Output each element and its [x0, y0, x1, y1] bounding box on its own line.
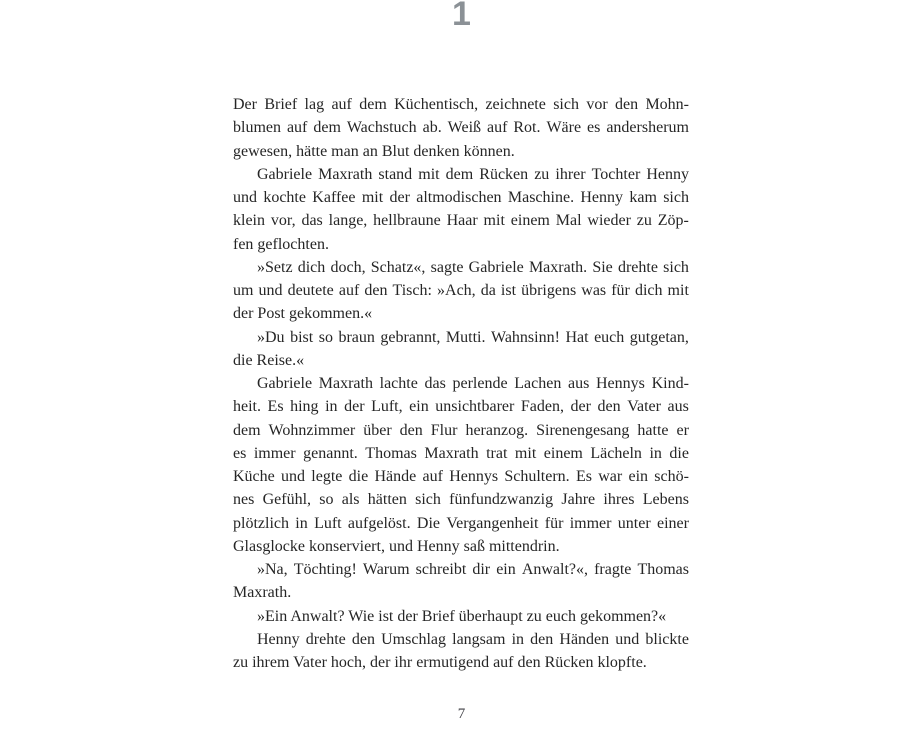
text-word: Tisch:: [392, 282, 432, 299]
text-word: »Ach,: [437, 282, 476, 299]
text-word: Maxrath: [318, 165, 373, 183]
text-word: Es: [267, 398, 284, 416]
text-word: und: [258, 282, 283, 299]
text-word: unsichtbarer: [435, 398, 515, 416]
text-word: er: [676, 421, 689, 439]
text-word: in: [295, 514, 308, 532]
text-word: einem: [510, 212, 550, 230]
text-word: ab.: [422, 119, 442, 137]
text-line: [233, 93, 689, 116]
text-word: auf: [422, 468, 443, 485]
text-word: als: [341, 491, 360, 509]
text-word: dem: [445, 165, 474, 183]
text-word: in: [649, 444, 662, 462]
text-word: zu: [636, 212, 652, 230]
text-word: Lächeln: [590, 444, 642, 462]
text-word: zu: [534, 165, 550, 183]
text-word: hatte: [637, 421, 669, 439]
text-word: dir: [472, 561, 491, 578]
text-word: dem: [359, 96, 387, 113]
text-word: auf: [286, 119, 308, 137]
text-word: für: [544, 514, 564, 532]
text-word: dich: [634, 282, 663, 299]
text-word: mit: [514, 444, 537, 462]
text-word: Wohnzimmer: [268, 421, 356, 439]
text-word: stand: [378, 165, 413, 183]
text-word: Sie: [592, 258, 613, 276]
text-word: ist: [500, 282, 517, 299]
text-word: Der: [233, 96, 257, 113]
text-word: heit.: [233, 398, 261, 416]
text-line: Maxrath.: [233, 584, 292, 602]
text-word: nes: [233, 491, 255, 509]
text-word: Haar: [446, 212, 478, 230]
text-word: Gefühl,: [262, 491, 312, 509]
text-word: ein: [409, 398, 429, 416]
text-word: aus: [667, 398, 689, 416]
text-word: den: [399, 421, 423, 439]
text-word: hellbraune: [373, 212, 441, 230]
text-word: in: [325, 398, 338, 416]
text-word: Vergangenheit: [446, 514, 539, 532]
chapter-number: 1: [452, 0, 471, 33]
text-word: Kaffee: [312, 189, 356, 206]
text-word: Luft: [314, 514, 342, 532]
text-word: schreibt: [415, 561, 467, 578]
text-word: Lachen: [514, 375, 562, 392]
text-word: dich: [297, 258, 326, 276]
text-word: deutete: [287, 282, 334, 299]
text-word: ein: [496, 561, 516, 578]
text-line: [233, 116, 689, 139]
text-word: um: [233, 282, 254, 299]
text-word: mit: [483, 212, 505, 230]
text-word: Zöp-: [657, 212, 689, 230]
text-word: sich: [553, 96, 579, 113]
text-word: der: [344, 398, 365, 416]
text-word: auf: [338, 282, 360, 299]
text-word: wieder: [587, 212, 631, 230]
text-word: aus: [568, 375, 590, 392]
text-word: zeichnete: [485, 96, 546, 113]
text-line: gewesen, hätte man an Blut denken können.: [233, 142, 515, 160]
text-word: Flur: [430, 421, 458, 439]
text-word: »Du: [257, 328, 285, 346]
text-line: [233, 488, 689, 511]
text-line: [233, 279, 689, 302]
text-word: die: [669, 444, 689, 462]
text-line: »Ein Anwalt? Wie ist der Brief überhaupt zu euch gekommen?«: [257, 607, 667, 625]
text-word: Tochter: [591, 165, 641, 183]
text-word: lachte: [379, 375, 418, 392]
text-word: heranzog.: [465, 421, 529, 439]
text-word: lag: [304, 96, 325, 113]
text-word: Luft,: [371, 398, 403, 416]
text-word: Rot.: [513, 119, 541, 137]
text-word: so: [318, 328, 333, 346]
text-word: drehte: [305, 630, 346, 648]
text-word: was: [581, 282, 607, 299]
text-word: kochte: [263, 189, 306, 206]
text-word: Anwalt?«,: [521, 561, 589, 578]
text-line: [233, 256, 689, 279]
text-word: Maxrath: [318, 375, 373, 392]
text-word: bist: [290, 328, 314, 346]
text-word: doch,: [330, 258, 366, 276]
text-word: Rücken: [479, 165, 529, 183]
text-word: so: [319, 491, 334, 509]
text-word: Küchentisch,: [394, 96, 479, 113]
text-word: kam: [629, 189, 657, 206]
text-word: den: [597, 398, 621, 416]
text-word: Vater: [627, 398, 661, 416]
text-word: mit: [361, 189, 384, 206]
text-word: Wäre: [546, 119, 582, 137]
text-word: blickte: [645, 630, 689, 648]
text-word: hing: [290, 398, 319, 416]
text-word: ihrer: [555, 165, 586, 183]
text-word: dem: [233, 421, 261, 439]
text-word: braun: [338, 328, 375, 346]
text-word: »Setz: [257, 258, 293, 276]
text-word: Hände: [374, 468, 417, 485]
text-word: Mal: [555, 212, 582, 230]
text-word: vor: [586, 96, 608, 113]
text-word: Maxrath.: [528, 258, 588, 276]
text-word: Händen: [559, 630, 610, 648]
text-word: andersherum: [606, 119, 689, 137]
text-word: altmodischen: [416, 189, 502, 206]
text-line: fen geflochten.: [233, 235, 329, 253]
text-line: [233, 395, 689, 418]
text-word: über: [363, 421, 392, 439]
text-word: gutgetan,: [629, 328, 689, 346]
text-word: Thomas: [637, 561, 689, 578]
text-word: Hat: [565, 328, 589, 346]
text-word: Maschine.: [507, 189, 575, 206]
text-line: [233, 442, 689, 465]
text-word: immer: [569, 514, 612, 532]
text-word: schö-: [654, 468, 689, 485]
text-word: Maxrath: [424, 444, 479, 462]
text-word: Henny: [646, 165, 689, 183]
text-word: Wachstuch: [346, 119, 417, 137]
text-line: [233, 419, 689, 442]
text-word: Küche: [233, 468, 275, 485]
text-line: [233, 209, 689, 232]
text-word: Mohn-: [645, 96, 689, 113]
text-word: Töchting!: [293, 561, 357, 578]
text-word: fragte: [594, 561, 632, 578]
text-word: Es: [575, 468, 592, 485]
text-word: fünfundzwanzig: [449, 491, 554, 509]
page-number: 7: [457, 706, 466, 722]
text-word: Hennys: [596, 375, 645, 392]
text-line: [233, 186, 689, 209]
text-line: die Reise.«: [233, 351, 305, 369]
text-line: [233, 558, 689, 581]
text-word: perlende: [452, 375, 508, 392]
text-line: Glasglocke konserviert, und Henny saß mittendrin.: [233, 537, 560, 555]
text-word: es: [233, 444, 247, 462]
text-word: Mutti.: [445, 328, 486, 346]
text-word: mit: [418, 165, 440, 183]
text-word: der: [389, 189, 410, 206]
text-word: aufgelöst.: [347, 514, 411, 532]
text-word: Gabriele: [468, 258, 524, 276]
text-word: hätten: [367, 491, 407, 509]
text-word: Schatz«,: [370, 258, 426, 276]
text-word: immer: [253, 444, 296, 462]
text-word: Thomas: [365, 444, 417, 462]
text-word: Lebens: [642, 491, 689, 509]
text-word: mit: [667, 282, 689, 299]
text-word: Kind-: [651, 375, 689, 392]
text-line: zu ihrem Vater hoch, der ihr ermutigend auf den Rücken klopfte.: [233, 654, 647, 671]
text-line: [233, 163, 689, 186]
text-word: in: [511, 630, 525, 648]
text-word: sich: [415, 491, 441, 509]
text-word: Wahnsinn!: [491, 328, 560, 346]
text-word: lange,: [328, 212, 368, 230]
text-word: und: [281, 468, 306, 485]
text-word: klein: [233, 212, 265, 230]
text-word: auf: [331, 96, 352, 113]
text-word: blumen: [233, 119, 281, 137]
text-word: den: [614, 96, 639, 113]
text-word: Die: [416, 514, 440, 532]
text-word: es: [587, 119, 601, 137]
text-word: und: [615, 630, 640, 648]
text-word: den: [351, 630, 375, 648]
text-word: Brief: [264, 96, 298, 113]
text-word: das: [301, 212, 323, 230]
text-word: plötzlich: [233, 514, 289, 532]
text-line: der Post gekommen.«: [233, 305, 373, 323]
text-word: Weiß: [447, 119, 482, 137]
text-word: ihres: [603, 491, 635, 509]
text-word: Gabriele: [257, 375, 313, 392]
text-word: die: [348, 468, 369, 485]
text-word: Henny: [580, 189, 624, 206]
text-word: der: [570, 398, 591, 416]
text-word: sich: [663, 189, 689, 206]
text-word: legte: [311, 468, 343, 485]
text-word: dem: [313, 119, 341, 137]
text-word: drehte: [617, 258, 658, 276]
text-word: sich: [663, 258, 689, 276]
text-word: Gabriele: [257, 165, 313, 183]
text-line: [233, 465, 689, 488]
text-word: gebrannt,: [380, 328, 441, 346]
text-word: übrigens: [521, 282, 577, 299]
text-line: [233, 372, 689, 395]
text-word: war: [598, 468, 623, 485]
text-word: das: [424, 375, 446, 392]
text-line: [233, 512, 689, 535]
text-word: sagte: [430, 258, 464, 276]
text-word: den: [530, 630, 554, 648]
text-word: für: [611, 282, 630, 299]
text-word: Sirenengesang: [536, 421, 630, 439]
text-line: [233, 326, 689, 349]
text-line: [233, 628, 689, 651]
text-word: Schultern.: [504, 468, 570, 485]
text-word: Faden,: [520, 398, 564, 416]
text-word: trat: [486, 444, 508, 462]
text-word: Jahre: [561, 491, 596, 509]
text-word: Umschlag: [381, 630, 446, 648]
text-word: »Na,: [257, 561, 288, 578]
text-word: einer: [656, 514, 689, 532]
text-word: langsam: [452, 630, 506, 648]
text-word: einem: [543, 444, 583, 462]
text-word: da: [480, 282, 496, 299]
text-word: Henny: [257, 630, 300, 648]
text-word: vor,: [270, 212, 296, 230]
text-word: ein: [628, 468, 649, 485]
text-word: auf: [486, 119, 508, 137]
text-word: unter: [617, 514, 651, 532]
text-word: euch: [594, 328, 625, 346]
text-word: genannt.: [303, 444, 358, 462]
text-word: Hennys: [449, 468, 499, 485]
text-word: Warum: [362, 561, 410, 578]
body-text-block: [233, 93, 689, 674]
text-word: den: [364, 282, 388, 299]
text-word: und: [233, 189, 257, 206]
